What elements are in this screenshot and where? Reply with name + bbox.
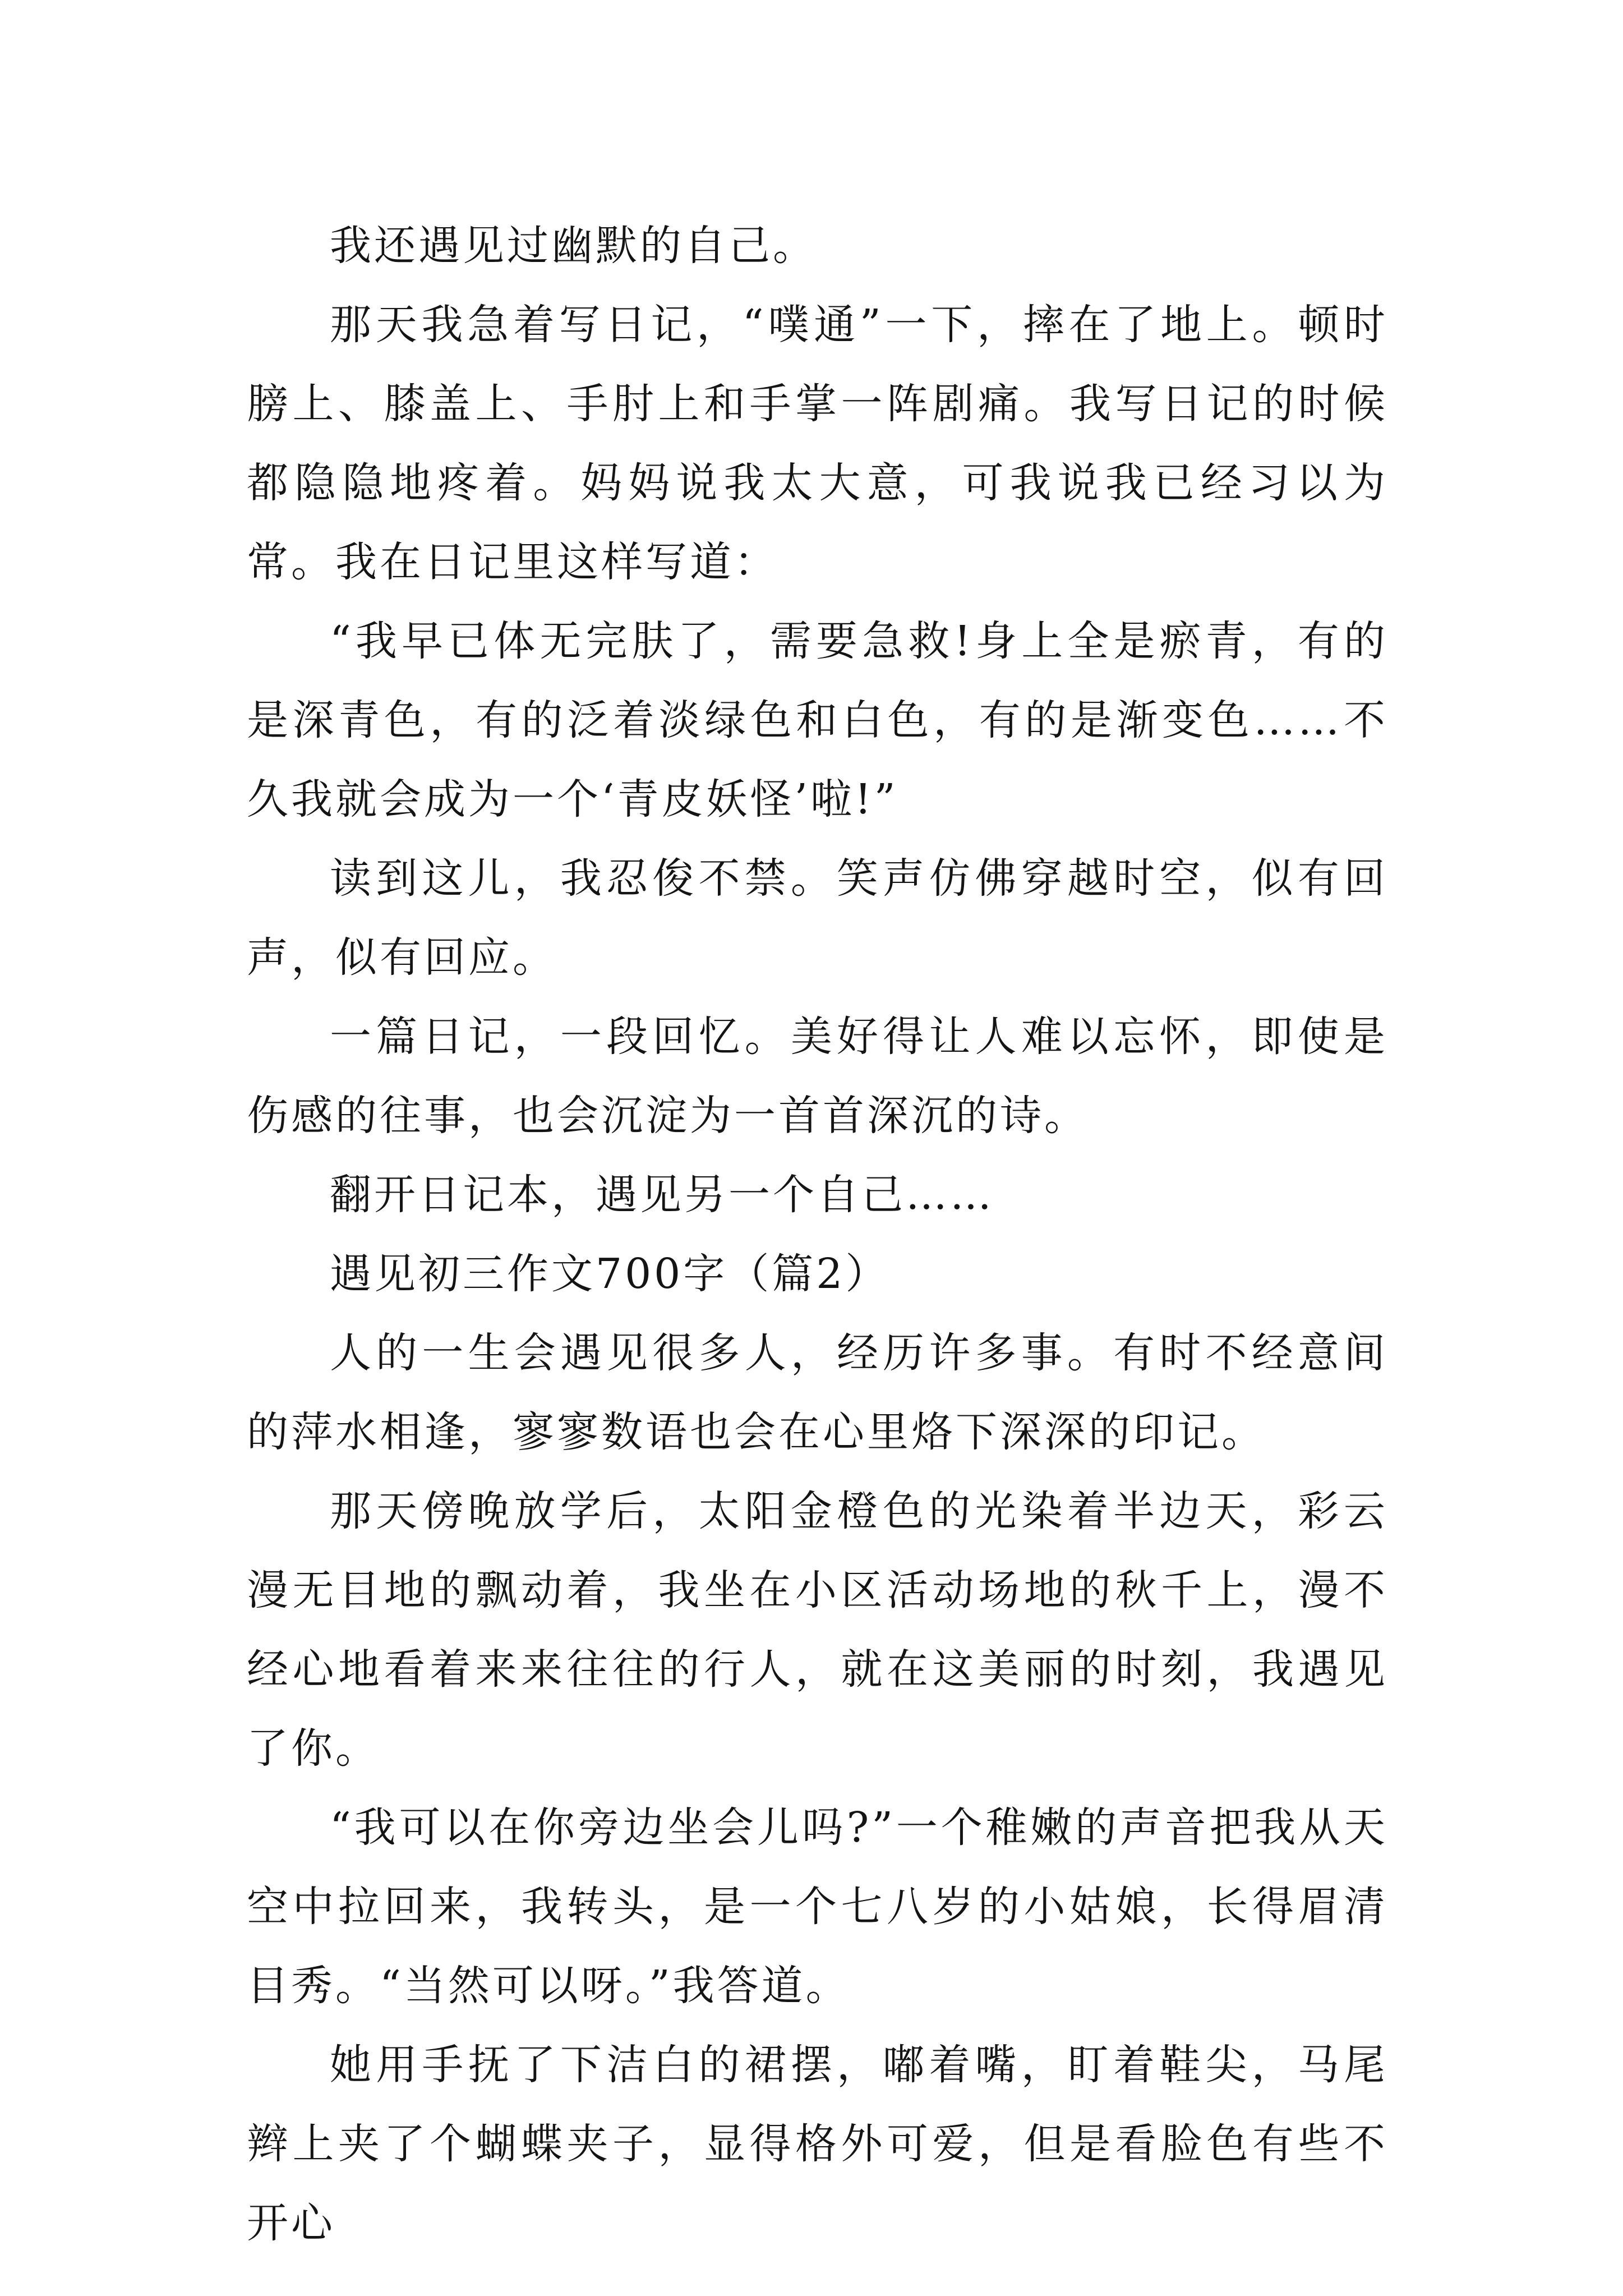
paragraph: 读到这儿，我忍俊不禁。笑声仿佛穿越时空，似有回声，似有回应。 [247, 854, 1388, 982]
paragraph: “我可以在你旁边坐会儿吗?”一个稚嫩的声音把我从天空中拉回来，我转头，是一个七八岁的小姑娘，长得眉清目秀。“当然可以呀。”我答道。 [247, 1803, 1388, 2010]
paragraph: 一篇日记，一段回忆。美好得让人难以忘怀，即使是伤感的往事，也会沉淀为一首首深沉的诗。 [247, 1013, 1388, 1140]
paragraph: “我早已体无完肤了，需要急救!身上全是瘀青，有的是深青色，有的泛着淡绿色和白色，有的是渐变色……不久我就会成为一个‘青皮妖怪’啦!” [247, 617, 1388, 823]
paragraph: 人的一生会遇见很多人，经历许多事。有时不经意间的萍水相逢，寥寥数语也会在心里烙下深深的印记。 [247, 1329, 1388, 1456]
section-heading: 遇见初三作文700字（篇2） [330, 1250, 890, 1298]
paragraph: 翻开日记本，遇见另一个自己…… [330, 1171, 994, 1219]
paragraph: 她用手抚了下洁白的裙摆，嘟着嘴，盯着鞋尖，马尾辫上夹了个蝴蝶夹子，显得格外可爱，但是看脸色有些不开心 [247, 2041, 1388, 2247]
document-body [247, 206, 1388, 2263]
paragraph: 那天傍晚放学后，太阳金橙色的光染着半边天，彩云漫无目地的飘动着，我坐在小区活动场地的秋千上，漫不经心地看着来来往往的行人，就在这美丽的时刻，我遇见了你。 [247, 1487, 1388, 1773]
paragraph: 那天我急着写日记，“噗通”一下，摔在了地上。顿时膀上、膝盖上、手肘上和手掌一阵剧痛。我写日记的时候都隐隐地疼着。妈妈说我太大意，可我说我已经习以为常。我在日记里这样写道： [247, 301, 1388, 586]
paragraph: 我还遇见过幽默的自己。 [330, 222, 817, 270]
